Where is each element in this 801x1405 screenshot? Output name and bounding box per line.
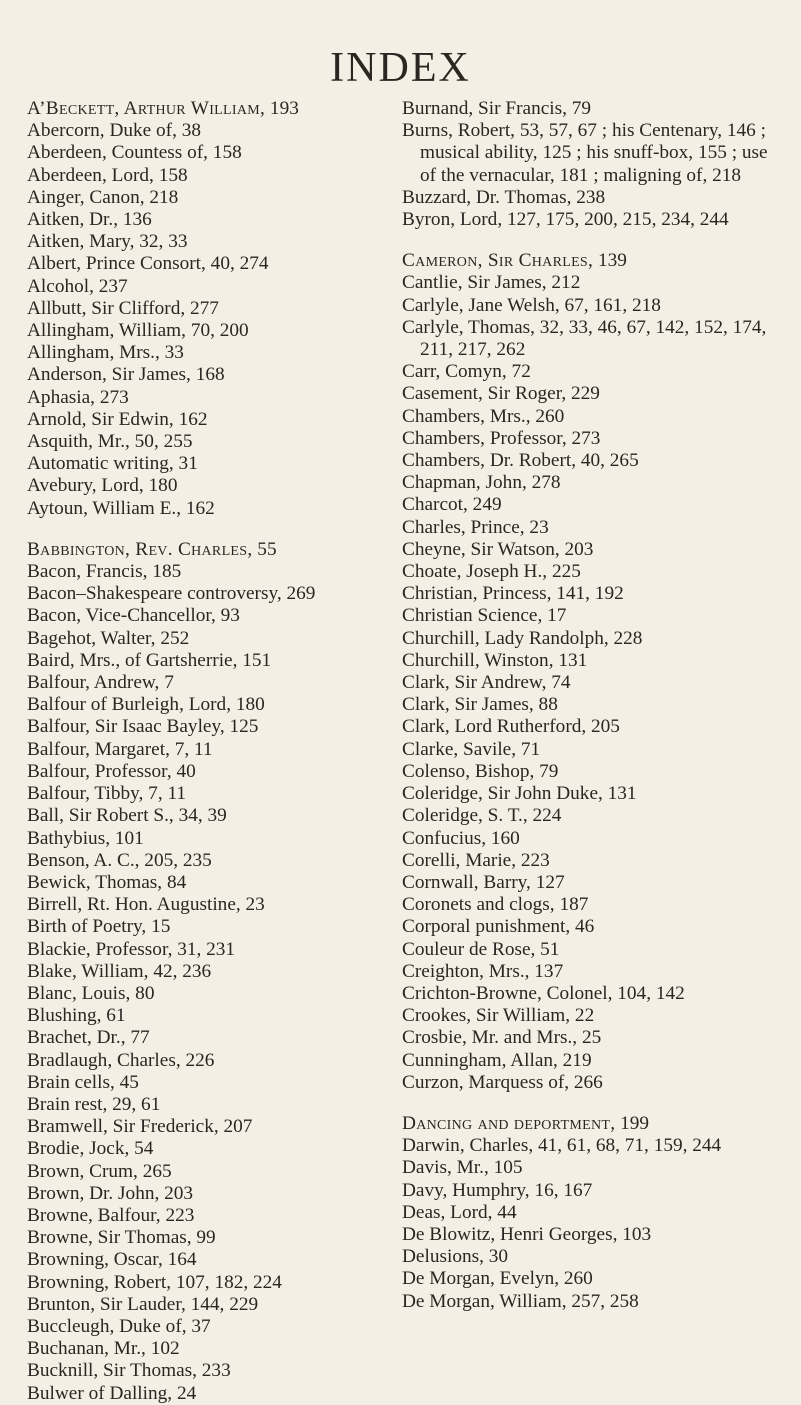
index-entry: Allingham, William, 70, 200 <box>27 320 249 342</box>
index-entry: Chambers, Professor, 273 <box>402 427 601 449</box>
index-entry: Cornwall, Barry, 127 <box>402 871 565 893</box>
index-entry: Coleridge, S. T., 224 <box>402 805 562 827</box>
index-entry: Blake, William, 42, 236 <box>27 960 212 982</box>
index-entry: Balfour, Andrew, 7 <box>27 672 174 694</box>
index-entry: Brunton, Sir Lauder, 144, 229 <box>27 1293 259 1315</box>
index-entry: Aberdeen, Countess of, 158 <box>27 142 242 164</box>
index-entry: Brown, Crum, 265 <box>27 1160 172 1182</box>
index-entry-pages: 55 <box>252 538 277 560</box>
index-entry: Casement, Sir Roger, 229 <box>402 383 600 405</box>
index-entry: Browning, Oscar, 164 <box>27 1249 197 1271</box>
index-entry: De Morgan, William, 257, 258 <box>402 1290 639 1312</box>
index-entry: Ball, Sir Robert S., 34, 39 <box>27 805 227 827</box>
index-entry: Chambers, Mrs., 260 <box>402 405 565 427</box>
index-entry: Benson, A. C., 205, 235 <box>27 849 212 871</box>
index-entry <box>402 1113 774 1135</box>
index-entry: Albert, Prince Consort, 40, 274 <box>27 253 269 275</box>
index-entry: Alcohol, 237 <box>27 275 128 297</box>
index-entry: Corporal punishment, 46 <box>402 916 595 938</box>
index-entry: Bewick, Thomas, 84 <box>27 871 187 893</box>
index-entry: Crichton-Browne, Colonel, 104, 142 <box>402 982 685 1004</box>
index-entry: Balfour, Margaret, 7, 11 <box>27 738 213 760</box>
index-entry: Colenso, Bishop, 79 <box>402 760 559 782</box>
index-entry-heading: Babbington, Rev. Charles, <box>27 538 253 560</box>
index-entry: Christian Science, 17 <box>402 605 567 627</box>
index-entry: Crookes, Sir William, 22 <box>402 1005 595 1027</box>
index-entry: Carr, Comyn, 72 <box>402 361 531 383</box>
index-entry: Baird, Mrs., of Gartsherrie, 151 <box>27 649 272 671</box>
index-entry: Darwin, Charles, 41, 61, 68, 71, 159, 244 <box>402 1135 722 1157</box>
index-entry: Cheyne, Sir Watson, 203 <box>402 538 594 560</box>
index-entry: Coleridge, Sir John Duke, 131 <box>402 783 637 805</box>
index-entry: Buchanan, Mr., 102 <box>27 1338 180 1360</box>
index-entry: Corelli, Marie, 223 <box>402 849 550 871</box>
index-entry: Bradlaugh, Charles, 226 <box>27 1049 215 1071</box>
index-entry: Davis, Mr., 105 <box>402 1157 523 1179</box>
index-entry: Bacon, Vice-Chancellor, 93 <box>27 605 240 627</box>
index-entry: Allingham, Mrs., 33 <box>27 342 184 364</box>
index-entry: Bulwer of Dalling, 24 <box>27 1382 197 1404</box>
index-entry: Churchill, Winston, 131 <box>402 649 588 671</box>
index-entry-heading: Dancing and deportment, <box>402 1112 616 1134</box>
index-entry: Aphasia, 273 <box>27 386 129 408</box>
index-entry: Burnand, Sir Francis, 79 <box>402 98 592 119</box>
index-entry: Chambers, Dr. Robert, 40, 265 <box>402 450 639 472</box>
index-entry: Creighton, Mrs., 137 <box>402 960 564 982</box>
index-entry: Clark, Sir Andrew, 74 <box>402 672 571 694</box>
index-entry: Bramwell, Sir Frederick, 207 <box>27 1116 253 1138</box>
index-entry: Couleur de Rose, 51 <box>402 938 560 960</box>
index-entry-pages: 139 <box>593 250 627 272</box>
index-entry: Brachet, Dr., 77 <box>27 1027 150 1049</box>
index-entry: Blushing, 61 <box>27 1005 126 1027</box>
index-entry: Blackie, Professor, 31, 231 <box>27 938 236 960</box>
index-entry: Bagehot, Walter, 252 <box>27 627 190 649</box>
index-entry: Byron, Lord, 127, 175, 200, 215, 234, 244 <box>402 209 729 231</box>
index-entry <box>27 539 385 561</box>
index-entry-heading: A’Beckett, Arthur William, <box>27 98 266 119</box>
index-entry: Ainger, Canon, 218 <box>27 186 179 208</box>
index-column-left <box>27 98 385 1405</box>
index-entry: Confucius, 160 <box>402 827 520 849</box>
index-entry: Browning, Robert, 107, 182, 224 <box>27 1271 282 1293</box>
index-entry: Chapman, John, 278 <box>402 472 561 494</box>
index-entry: Bacon–Shakespeare controversy, 269 <box>27 583 316 605</box>
index-entry: Brown, Dr. John, 203 <box>27 1182 194 1204</box>
index-entry: Clark, Lord Rutherford, 205 <box>402 716 620 738</box>
index-entry <box>27 98 385 120</box>
index-entry: Browne, Sir Thomas, 99 <box>27 1227 216 1249</box>
index-entry: Carlyle, Thomas, 32, 33, 46, 67, 142, 152, 174, 211, 217, 262 <box>402 316 767 361</box>
index-entry: Allbutt, Sir Clifford, 277 <box>27 297 219 319</box>
index-entry: Arnold, Sir Edwin, 162 <box>27 408 208 430</box>
index-entry: Balfour of Burleigh, Lord, 180 <box>27 694 265 716</box>
index-entry: Coronets and clogs, 187 <box>402 894 589 916</box>
index-entry: Buccleugh, Duke of, 37 <box>27 1315 211 1337</box>
index-entry: Aytoun, William E., 162 <box>27 497 215 519</box>
index-entry: Aitken, Dr., 136 <box>27 209 152 231</box>
index-entry: Clarke, Savile, 71 <box>402 738 541 760</box>
index-entry: Cantlie, Sir James, 212 <box>402 272 581 294</box>
index-entry: De Blowitz, Henri Georges, 103 <box>402 1223 652 1245</box>
index-column-right <box>402 98 774 1313</box>
index-entry-pages: 199 <box>615 1112 650 1134</box>
index-entry: Bathybius, 101 <box>27 827 144 849</box>
index-entry: Buzzard, Dr. Thomas, 238 <box>402 186 606 208</box>
index-entry: Balfour, Sir Isaac Bayley, 125 <box>27 716 259 738</box>
index-entry: Abercorn, Duke of, 38 <box>27 120 202 142</box>
index-entry: Brain cells, 45 <box>27 1071 139 1093</box>
index-entry: Curzon, Marquess of, 266 <box>402 1071 603 1093</box>
index-entry-pages: 193 <box>265 98 299 119</box>
index-entry: Burns, Robert, 53, 57, 67 ; his Centenary, 146 ; musical ability, 125 ; his snuff-box, 155 ; use of the vernacular, 181 ; maligning of, 218 <box>402 120 768 186</box>
index-entry: Cunningham, Allan, 219 <box>402 1049 592 1071</box>
index-entry: Birth of Poetry, 15 <box>27 916 171 938</box>
index-entry: Aitken, Mary, 32, 33 <box>27 231 188 253</box>
index-entry: De Morgan, Evelyn, 260 <box>402 1268 593 1290</box>
index-entry: Deas, Lord, 44 <box>402 1201 517 1223</box>
index-entry: Bucknill, Sir Thomas, 233 <box>27 1360 231 1382</box>
index-entry: Christian, Princess, 141, 192 <box>402 583 624 605</box>
index-entry: Davy, Humphry, 16, 167 <box>402 1179 593 1201</box>
index-entry: Crosbie, Mr. and Mrs., 25 <box>402 1027 602 1049</box>
index-entry: Brodie, Jock, 54 <box>27 1138 154 1160</box>
index-entry: Anderson, Sir James, 168 <box>27 364 225 386</box>
index-entry: Avebury, Lord, 180 <box>27 475 178 497</box>
index-entry: Carlyle, Jane Welsh, 67, 161, 218 <box>402 294 661 316</box>
index-entry: Balfour, Professor, 40 <box>27 760 196 782</box>
index-entry-heading: Cameron, Sir Charles, <box>402 250 594 272</box>
index-entry: Delusions, 30 <box>402 1246 509 1268</box>
index-entry: Churchill, Lady Randolph, 228 <box>402 627 643 649</box>
index-entry: Birrell, Rt. Hon. Augustine, 23 <box>27 894 265 916</box>
index-entry <box>402 250 774 272</box>
index-entry: Clark, Sir James, 88 <box>402 694 558 716</box>
index-entry: Blanc, Louis, 80 <box>27 982 155 1004</box>
index-entry: Charcot, 249 <box>402 494 502 516</box>
index-entry: Bacon, Francis, 185 <box>27 561 182 583</box>
index-entry: Automatic writing, 31 <box>27 453 198 475</box>
index-entry: Asquith, Mr., 50, 255 <box>27 431 193 453</box>
index-entry: Browne, Balfour, 223 <box>27 1204 195 1226</box>
index-entry: Balfour, Tibby, 7, 11 <box>27 783 187 805</box>
index-entry: Brain rest, 29, 61 <box>27 1093 161 1115</box>
index-entry: Choate, Joseph H., 225 <box>402 561 581 583</box>
index-entry: Charles, Prince, 23 <box>402 516 549 538</box>
page-title: INDEX <box>330 45 471 91</box>
index-entry: Aberdeen, Lord, 158 <box>27 164 188 186</box>
